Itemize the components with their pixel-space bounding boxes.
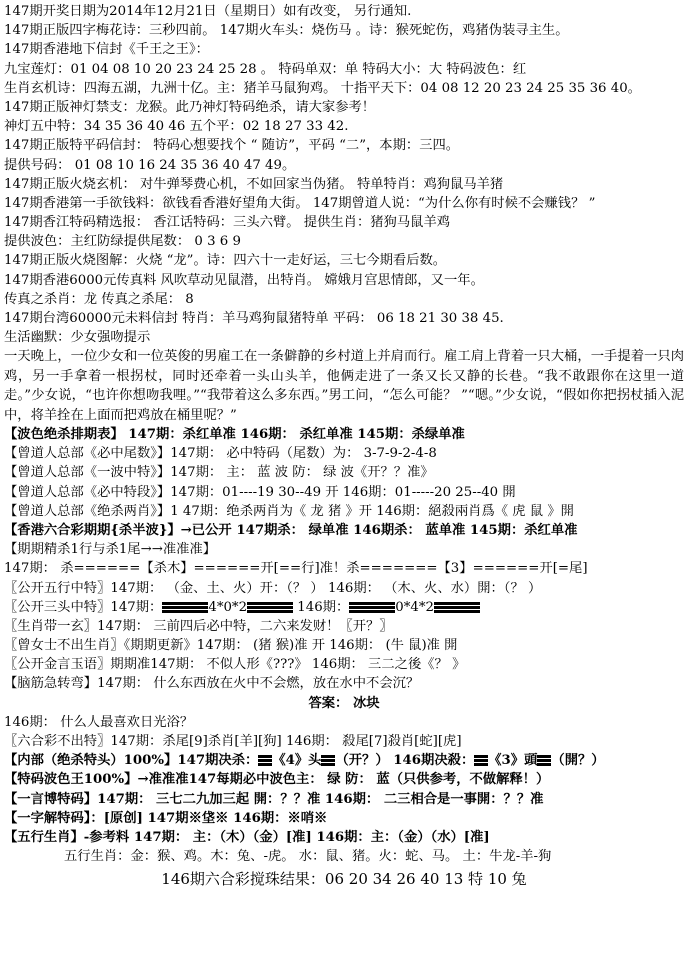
text-line: 生肖玄机诗：四海五湖，九洲十亿。主：猪羊马鼠狗鸡。 十指平天下：04 08 12 20 23 24 25 35 36 40。 <box>4 80 641 96</box>
text-line: 147期开奖日期为2014年12月21日（星期日）如有改变， 另行通知. <box>4 4 412 19</box>
triple-bar-glyph <box>247 601 293 614</box>
lines-block-1 <box>4 2 684 347</box>
neibu-146-label: 146期决殺： <box>393 753 475 769</box>
text-line: 147期正版特平码信封： 特码心想要找个 “ 随访”，平码 “二”，本期：三四。 <box>4 138 460 154</box>
text-line: 提供波色：主红防绿提供尾数： 0 3 6 9 <box>4 234 241 250</box>
text-line: 【波色绝杀排期表】 147期：杀红单准 146期： 杀红单准 145期：杀绿单准 <box>4 427 465 442</box>
text-line: 147期香江特码精选报： 香江话特码：三头六臂。 提供生肖：猪狗马鼠羊鸡 <box>4 215 451 231</box>
text-line: 147期香港地下信封《千王之王》： <box>4 42 209 58</box>
text-line: 【一言博特码】147期： 三七二九加三起 開：？？准 146期： 二三相合是一事開：？？准 <box>4 791 544 807</box>
lines-block-3 <box>4 713 684 847</box>
text-line: 147期正版火烧图解：火烧 “龙”。诗：四六十一走好运，三七今期看后数。 <box>4 253 447 269</box>
sanshou-code-147: 4*0*2 <box>208 599 248 615</box>
text-line: 147期香港第一手欲钱料：欲钱看香港好望角大街。 147期曾道人说：“为什么你有时候不会赚钱？ ” <box>4 195 596 211</box>
text-line: 147期： 杀======【杀木】======开[==行]准！杀=======【3】======开[=尾] <box>4 561 588 577</box>
text-line: 提供号码： 01 08 10 16 24 35 36 40 47 49。 <box>4 157 296 173</box>
neibu-146-open: （開？） <box>551 753 605 769</box>
text-line: 【内部（绝杀特头）100%】147期决杀： 《4》头 （开？） 146期决殺： 《3》頭 （開？） <box>4 753 605 769</box>
triple-bar-glyph <box>162 601 208 614</box>
wuxing-line: 五行生肖：金：猴、鸡。木：兔、-虎。 水：鼠、猪。火：蛇、马。 土：牛龙-羊-狗 <box>64 849 552 865</box>
text-line: 【期期精杀1行与杀1尾→→准准准】 <box>4 542 217 558</box>
sanshou-label-146: 146期： <box>293 599 350 615</box>
text-line: 生活幽默：少女强吻提示 <box>4 330 151 346</box>
text-line: 九宝莲灯：01 04 08 10 20 23 24 25 28 。 特码单双：单 特码大小：大 特码波色：红 <box>4 61 527 77</box>
text-line: 147期正版四字梅花诗：三秒四前。 147期火车头：烧伤马 。诗：猴死蛇伤，鸡猪伪装寻主生。 <box>4 23 569 39</box>
triple-bar-glyph <box>258 754 272 767</box>
text-line: 147期香港6000元传真料 风吹草动见鼠潜，出特肖。 嫦娥月宫思情郎，又一年。 <box>4 272 484 288</box>
text-line: 【五行生肖】-参考料 147期： 主：（木）（金）[准] 146期：主：（金）（水）[准] <box>4 829 490 845</box>
text-line: 【特码波色王100%】→准准准147每期必中波色主： 绿 防： 蓝（只供参考，不做解释！） <box>4 772 550 788</box>
text-line: 146期： 什么人最喜欢日光浴？ <box>4 714 194 730</box>
text-line: 〖公开五行中特〗147期： （金、土、火）开：（？ ） 146期： （木、火、水）開：（？ ） <box>4 580 542 596</box>
sanshou-code-146: 0*4*2 <box>395 599 434 615</box>
text-line: 【曾道人总部《一波中特》】147期： 主： 蓝 波 防： 绿 波《开？？准》 <box>4 465 434 481</box>
neibu-147-open: （开？） <box>335 753 394 769</box>
triple-bar-glyph <box>349 601 395 614</box>
humor-story: 一天晚上，一位少女和一位英俊的男雇工在一条僻静的乡村道上并肩而行。雇工肩上背着一只大桶，一手提着一只肉鸡，另一手拿着一根拐杖，同时还牵着一头山头羊，他俩走进了一条又长又静的长巷。“我不敢跟你在这里一道走。”少女说，“也许你想吻我哩。”“我带着这么多东西。”男工问，“怎么可能？ ”“嗯。”少女说，“假如你把拐杖插入泥中，将羊拴在上面而把鸡放在桶里呢？” <box>4 349 684 423</box>
text-line: 【曾道人总部《绝杀两肖》】1 47期：绝杀两肖为《 龙 猪 》开 146期：絕殺兩肖爲《 虎 鼠 》開 <box>4 503 574 519</box>
lines-block-2 <box>4 425 684 694</box>
text-line: 神灯五中特：34 35 36 40 46 五个平：02 18 27 33 42. <box>4 119 349 135</box>
text-line: 【香港六合彩期期{杀半波}】→已公开 147期杀： 绿单准 146期杀： 蓝单准 145期：杀红单准 <box>4 522 578 538</box>
text-line: 〖曾女士不出生肖〗《期期更新》147期： (猪 猴)准 开 146期： (牛 鼠)准 開 <box>4 638 458 654</box>
draw-result-line: 146期六合彩搅珠结果：06 20 34 26 40 13 特 10 兔 <box>161 870 527 889</box>
text-line: 【脑筋急转弯】147期： 什么东西放在火中不会燃，放在水中不会沉？ <box>4 676 420 692</box>
triple-bar-glyph <box>434 601 480 614</box>
text-line: 〖公开金言玉语〗期期准147期： 不似人形《???》 146期： 三二之後《？ 》 <box>4 657 466 673</box>
answer-line: 答案： 冰块 <box>308 695 380 711</box>
neibu-146-head: 《3》頭 <box>488 753 538 769</box>
triple-bar-glyph <box>537 754 551 767</box>
triple-bar-glyph <box>321 754 335 767</box>
text-line: 【一字解特码】：[原创] 147期※垡※ 146期：※哨※ <box>4 810 328 826</box>
text-line: 147期正版火烧玄机： 对牛弹琴费心机，不如回家当伪猪。 特单特肖：鸡狗鼠马羊猪 <box>4 176 504 192</box>
text-line: 【曾道人总部《必中尾数》】147期： 必中特码（尾数）为： 3-7-9-2-4-8 <box>4 446 437 462</box>
text-line: 〖六合彩不出特〗147期：杀尾[9]杀肖[羊][狗] 146期： 殺尾[7]殺肖[蛇][虎] <box>4 734 462 749</box>
text-line: 147期台湾60000元未料信封 特肖：羊马鸡狗鼠猪特单 平码： 06 18 21 30 38 45. <box>4 311 504 326</box>
text-line: 传真之杀肖：龙 传真之杀尾： 8 <box>4 291 194 307</box>
text-line: 〖公开三头中特〗147期： 4*0*2 146期： 0*4*2 <box>4 598 684 617</box>
text-line: 147期正版神灯禁支：龙猴。此乃神灯特码绝杀，请大家参考！ <box>4 99 376 115</box>
neibu-147-head: 《4》头 <box>272 753 322 769</box>
triple-bar-glyph <box>474 754 488 767</box>
text-line: 【曾道人总部《必中特段》】147期：01----19 30--49 开 146期：01-----20 25--40 開 <box>4 484 516 500</box>
text-line: 〖生肖带一玄〗147期： 三前四后必中特，二六来发财！〖开？〗 <box>4 618 393 634</box>
